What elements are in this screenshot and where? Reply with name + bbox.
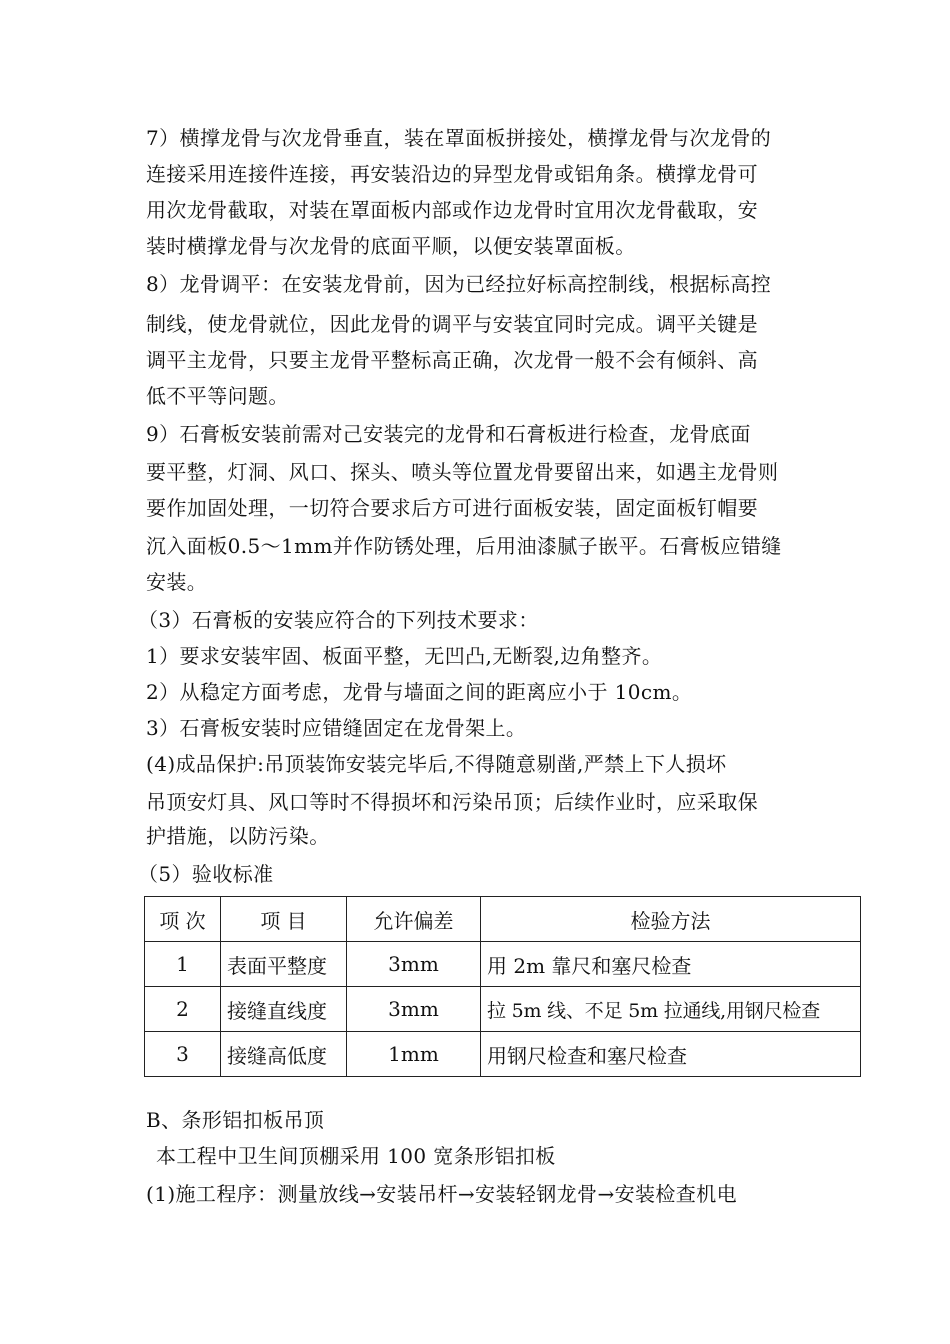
cell-item-no: 3 bbox=[145, 1032, 221, 1077]
section-heading: B、条形铝扣板吊顶 bbox=[146, 1108, 325, 1132]
acceptance-table bbox=[144, 896, 861, 1077]
text-line: 安装。 bbox=[146, 570, 208, 594]
section-heading: （5）验收标准 bbox=[138, 862, 274, 886]
header-method: 检验方法 bbox=[481, 897, 861, 942]
cell-item: 表面平整度 bbox=[221, 942, 347, 987]
text-line: 要平整，灯洞、风口、探头、喷头等位置龙骨要留出来，如遇主龙骨则 bbox=[146, 460, 779, 484]
header-item: 项 目 bbox=[221, 897, 347, 942]
section-heading: （3）石膏板的安装应符合的下列技术要求： bbox=[138, 608, 539, 632]
table-row bbox=[145, 942, 861, 987]
table-header-row bbox=[145, 897, 861, 942]
table-row bbox=[145, 987, 861, 1032]
cell-item-no: 1 bbox=[145, 942, 221, 987]
cell-item: 接缝高低度 bbox=[221, 1032, 347, 1077]
text-line: (4)成品保护:吊顶装饰安装完毕后,不得随意剔凿,严禁上下人损坏 bbox=[146, 752, 727, 776]
text-line: 护措施，以防污染。 bbox=[146, 824, 330, 848]
text-line: 3）石膏板安装时应错缝固定在龙骨架上。 bbox=[146, 716, 527, 740]
text-line: 2）从稳定方面考虑，龙骨与墙面之间的距离应小于 10cm。 bbox=[146, 680, 693, 704]
text-line: (1)施工程序：测量放线→安装吊杆→安装轻钢龙骨→安装检查机电 bbox=[146, 1182, 738, 1206]
cell-tolerance: 1mm bbox=[347, 1032, 481, 1077]
cell-method: 用钢尺检查和塞尺检查 bbox=[481, 1032, 861, 1077]
cell-method: 用 2m 靠尺和塞尺检查 bbox=[481, 942, 861, 987]
text-line: 8）龙骨调平：在安装龙骨前，因为已经拉好标高控制线，根据标高控 bbox=[146, 272, 772, 296]
text-line: 1）要求安装牢固、板面平整，无凹凸,无断裂,边角整齐。 bbox=[146, 644, 663, 668]
text-line: 低不平等问题。 bbox=[146, 384, 289, 408]
text-line: 9）石膏板安装前需对己安装完的龙骨和石膏板进行检查，龙骨底面 bbox=[146, 422, 751, 446]
cell-item-no: 2 bbox=[145, 987, 221, 1032]
header-item-no: 项 次 bbox=[145, 897, 221, 942]
table-row bbox=[145, 1032, 861, 1077]
text-line: 调平主龙骨，只要主龙骨平整标高正确，次龙骨一般不会有倾斜、高 bbox=[146, 348, 758, 372]
cell-item: 接缝直线度 bbox=[221, 987, 347, 1032]
header-tolerance: 允许偏差 bbox=[347, 897, 481, 942]
cell-tolerance: 3mm bbox=[347, 987, 481, 1032]
text-line: 7）横撑龙骨与次龙骨垂直，装在罩面板拼接处，横撑龙骨与次龙骨的 bbox=[146, 126, 772, 150]
text-line: 本工程中卫生间顶棚采用 100 宽条形铝扣板 bbox=[156, 1144, 556, 1168]
cell-method: 拉 5m 线、不足 5m 拉通线,用钢尺检查 bbox=[481, 987, 861, 1032]
text-line: 连接采用连接件连接，再安装沿边的异型龙骨或铝角条。横撑龙骨可 bbox=[146, 162, 758, 186]
text-line: 装时横撑龙骨与次龙骨的底面平顺，以便安装罩面板。 bbox=[146, 234, 636, 258]
cell-tolerance: 3mm bbox=[347, 942, 481, 987]
text-line: 要作加固处理，一切符合要求后方可进行面板安装，固定面板钉帽要 bbox=[146, 496, 758, 520]
text-line: 制线，使龙骨就位，因此龙骨的调平与安装宜同时完成。调平关键是 bbox=[146, 312, 758, 336]
text-line: 吊顶安灯具、风口等时不得损坏和污染吊顶；后续作业时，应采取保 bbox=[146, 790, 758, 814]
text-line: 用次龙骨截取，对装在罩面板内部或作边龙骨时宜用次龙骨截取，安 bbox=[146, 198, 758, 222]
text-line: 沉入面板0.5～1mm并作防锈处理，后用油漆腻子嵌平。石膏板应错缝 bbox=[146, 534, 782, 558]
